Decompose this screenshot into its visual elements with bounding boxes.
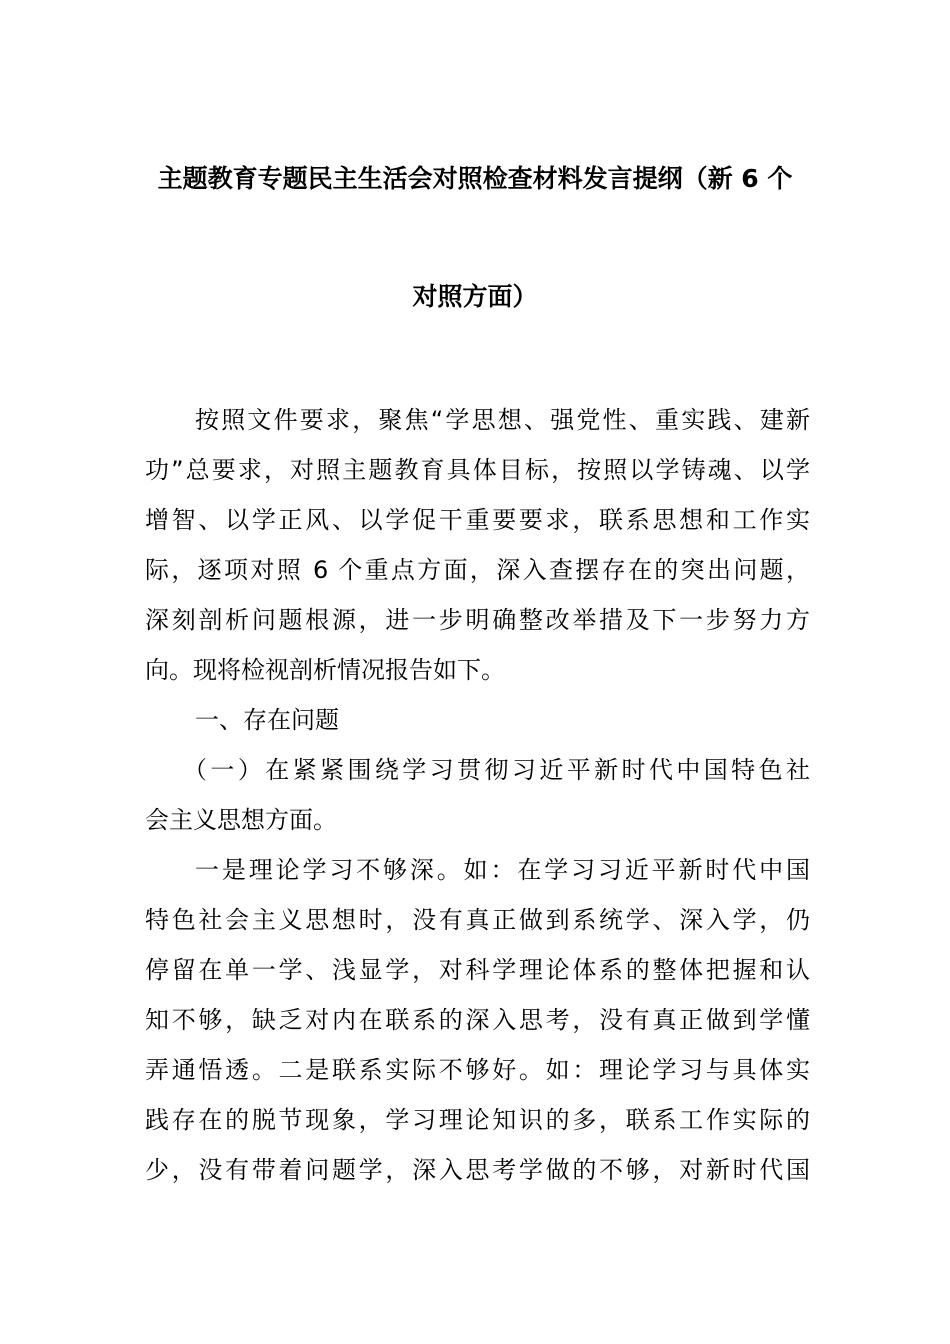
paragraph-line: 特色社会主义思想时，没有真正做到系统学、深入学，仍 [145, 906, 810, 934]
paragraph-line: 少，没有带着问题学，深入思考学做的不够，对新时代国 [145, 1156, 810, 1184]
subsection-heading: （一）在紧紧围绕学习贯彻习近平新时代中国特色社 [183, 756, 810, 784]
document-title-line-2: 对照方面） [412, 282, 538, 311]
section-heading: 一、存在问题 [195, 706, 339, 734]
paragraph-line: 功”总要求，对照主题教育具体目标，按照以学铸魂、以学 [145, 456, 810, 484]
paragraph-line: 停留在单一学、浅显学，对科学理论体系的整体把握和认 [145, 956, 810, 984]
document-body [145, 395, 810, 1195]
paragraph-line: 按照文件要求，聚焦“学思想、强党性、重实践、建新 [195, 406, 810, 434]
paragraph-line: 践存在的脱节现象，学习理论知识的多，联系工作实际的 [145, 1106, 810, 1134]
paragraph-line: 际，逐项对照 6 个重点方面，深入查摆存在的突出问题， [145, 556, 810, 584]
paragraph-line: 增智、以学正风、以学促干重要要求，联系思想和工作实 [145, 506, 810, 534]
paragraph-line: 弄通悟透。二是联系实际不够好。如：理论学习与具体实 [145, 1056, 810, 1084]
paragraph-line: 向。现将检视剖析情况报告如下。 [145, 656, 505, 684]
paragraph-line: 深刻剖析问题根源，进一步明确整改举措及下一步努力方 [145, 606, 810, 634]
document-title-line-1: 主题教育专题民主生活会对照检查材料发言提纲（新 6 个 [157, 164, 793, 193]
paragraph-line: 知不够，缺乏对内在联系的深入思考，没有真正做到学懂 [145, 1006, 810, 1034]
subsection-heading-cont: 会主义思想方面。 [145, 806, 337, 834]
paragraph-line: 一是理论学习不够深。如：在学习习近平新时代中国 [195, 856, 810, 884]
